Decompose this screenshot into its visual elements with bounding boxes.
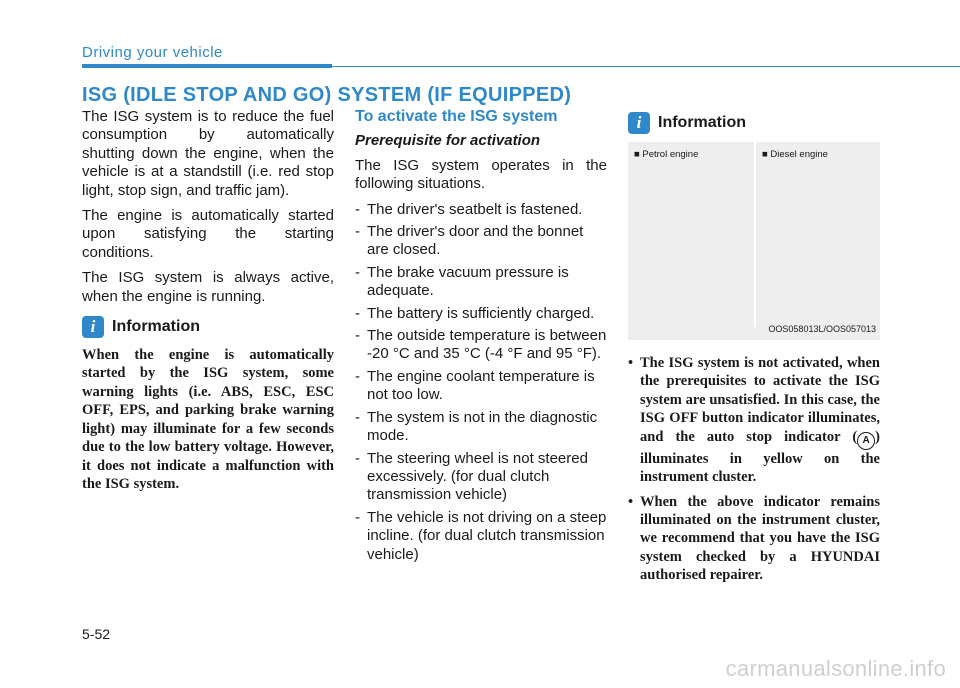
watermark: carmanualsonline.info: [725, 656, 946, 681]
list-item: - The outside temperature is between -20 °C and 35 °C (-4 °F and 95 °F).: [355, 327, 607, 364]
auto-start-paragraph: The engine is automatically started upon satisfying the starting conditions.: [82, 207, 334, 261]
column-2: [355, 108, 607, 568]
prerequisite-list: [355, 201, 607, 564]
list-item: - The battery is sufficiently charged.: [355, 305, 607, 323]
petrol-engine-image: [628, 142, 752, 327]
prerequisite-intro: The ISG system operates in the following situations.: [355, 156, 607, 193]
header-rule-thick: [82, 64, 332, 68]
list-item: • When the above indicator remains illuminated on the instrument cluster, we recommend that you have the ISG system checked by a HYUNDAI authorised repairer.: [628, 493, 880, 585]
list-item: - The brake vacuum pressure is adequate.: [355, 264, 607, 301]
list-item: - The steering wheel is not steered excessively. (for dual clutch transmission vehicle): [355, 450, 607, 505]
list-item: - The engine coolant temperature is not too low.: [355, 368, 607, 405]
list-item: [628, 354, 880, 487]
list-item: - The driver's seatbelt is fastened.: [355, 201, 607, 219]
petrol-engine-label: ■ Petrol engine: [634, 149, 699, 160]
information-heading: [82, 316, 334, 338]
page-number: 5-52: [82, 626, 111, 642]
note-text-part: The ISG system is not activated, when the prerequisites to activate the ISG system are unsatisfied. In this case, the ISG OFF button indicator illuminates, and the auto stop indicator (: [640, 355, 880, 445]
header-rule-thin: [332, 66, 960, 67]
running-header: Driving your vehicle: [82, 44, 223, 61]
diesel-engine-image: [754, 142, 880, 327]
figure-caption: OOS058013L/OOS057013: [768, 323, 876, 334]
column-3: [628, 108, 880, 591]
column-1: [82, 108, 334, 493]
activate-subtitle: To activate the ISG system: [355, 108, 558, 125]
engine-figure: [628, 142, 880, 340]
list-item: - The driver's door and the bonnet are closed.: [355, 223, 607, 260]
list-item: - The vehicle is not driving on a steep incline. (for dual clutch transmission vehicle): [355, 509, 607, 564]
auto-stop-icon: A: [857, 432, 875, 450]
diesel-engine-label: ■ Diesel engine: [762, 149, 828, 160]
information-text: When the engine is automatically started by the ISG system, some warning lights (i.e. ABS, ESC, ESC OFF, EPS, and parking brake warning light) may illuminate for a few seconds due to the low battery voltage. However, it does not indicate a malfunction with the ISG system.: [82, 347, 334, 492]
isg-notes: [628, 354, 880, 585]
information-label: Information: [112, 317, 200, 335]
section-title: ISG (IDLE STOP AND GO) SYSTEM (IF EQUIPPED): [82, 84, 572, 106]
information-label: Information: [658, 113, 746, 131]
list-item: - The system is not in the diagnostic mode.: [355, 409, 607, 446]
information-icon: i: [628, 112, 650, 134]
prerequisite-heading: Prerequisite for activation: [355, 132, 541, 150]
information-icon: i: [82, 316, 104, 338]
always-active-paragraph: The ISG system is always active, when the engine is running.: [82, 269, 334, 305]
note-text-part: ) illuminates in yellow on the instrument cluster.: [640, 428, 880, 486]
information-heading: [628, 112, 880, 134]
intro-paragraph: The ISG system is to reduce the fuel consumption by automatically shutting down the engine, when the vehicle is at a standstill (i.e. red stop light, stop sign, and traffic jam).: [82, 108, 334, 199]
